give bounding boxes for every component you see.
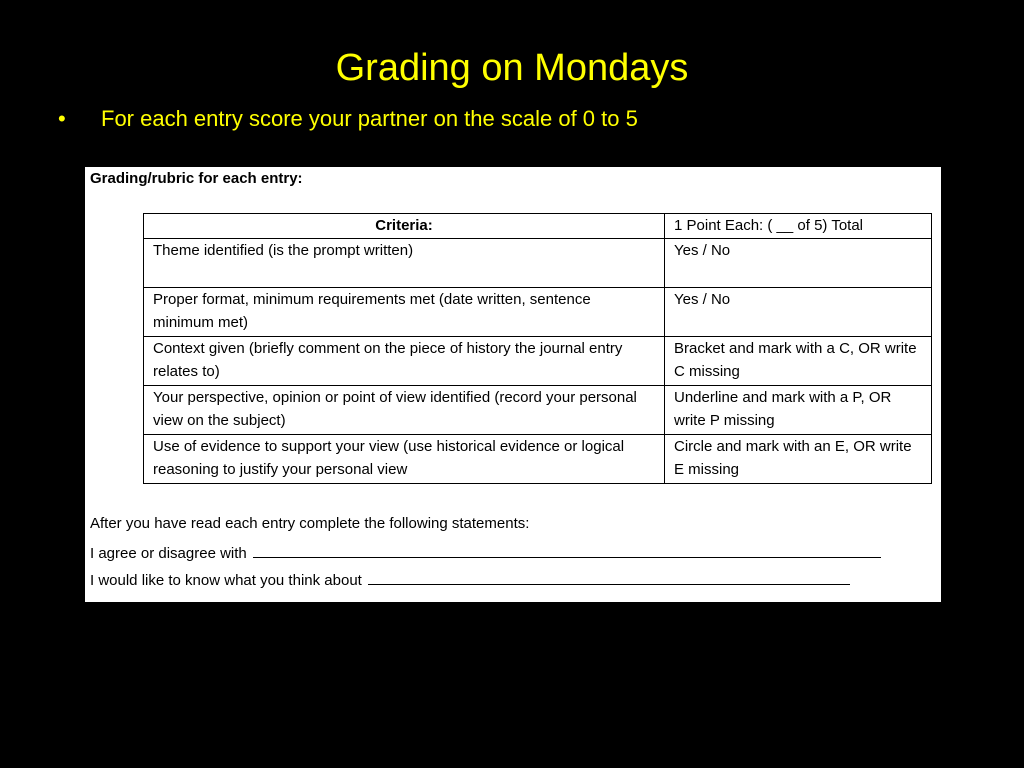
criterion-cell: Your perspective, opinion or point of view identified (record your personal view on the subject) <box>144 386 665 435</box>
scoring-cell: Yes / No <box>665 288 932 337</box>
table-row <box>144 239 932 288</box>
scoring-cell: Underline and mark with a P, OR write P missing <box>665 386 932 435</box>
criterion-cell: Theme identified (is the prompt written) <box>144 239 665 288</box>
rubric-heading: Grading/rubric for each entry: <box>90 170 303 187</box>
bullet-point <box>58 104 958 134</box>
bullet-icon: • <box>58 106 66 131</box>
statement-know-label: I would like to know what you think about <box>90 572 362 589</box>
statement-agree-label: I agree or disagree with <box>90 545 247 562</box>
table-header-row <box>144 214 932 239</box>
rubric-table <box>143 213 932 484</box>
fill-in-blank-line <box>253 542 881 558</box>
statement-agree <box>90 542 881 564</box>
table-row <box>144 337 932 386</box>
fill-in-blank-line <box>368 569 850 585</box>
criterion-cell: Context given (briefly comment on the piece of history the journal entry relates to) <box>144 337 665 386</box>
criteria-column-header: Criteria: <box>144 214 665 239</box>
statements-intro: After you have read each entry complete the following statements: <box>90 515 530 532</box>
criterion-cell: Use of evidence to support your view (use historical evidence or logical reasoning to justify your personal view <box>144 435 665 484</box>
statement-know <box>90 569 850 591</box>
rubric-document <box>85 167 941 602</box>
table-row <box>144 386 932 435</box>
bullet-text: For each entry score your partner on the scale of 0 to 5 <box>101 106 638 131</box>
points-column-header: 1 Point Each: ( __ of 5) Total <box>665 214 932 239</box>
scoring-cell: Bracket and mark with a C, OR write C missing <box>665 337 932 386</box>
table-row <box>144 288 932 337</box>
scoring-cell: Circle and mark with an E, OR write E missing <box>665 435 932 484</box>
criterion-cell: Proper format, minimum requirements met (date written, sentence minimum met) <box>144 288 665 337</box>
slide-title: Grading on Mondays <box>335 47 689 89</box>
scoring-cell: Yes / No <box>665 239 932 288</box>
table-row <box>144 435 932 484</box>
